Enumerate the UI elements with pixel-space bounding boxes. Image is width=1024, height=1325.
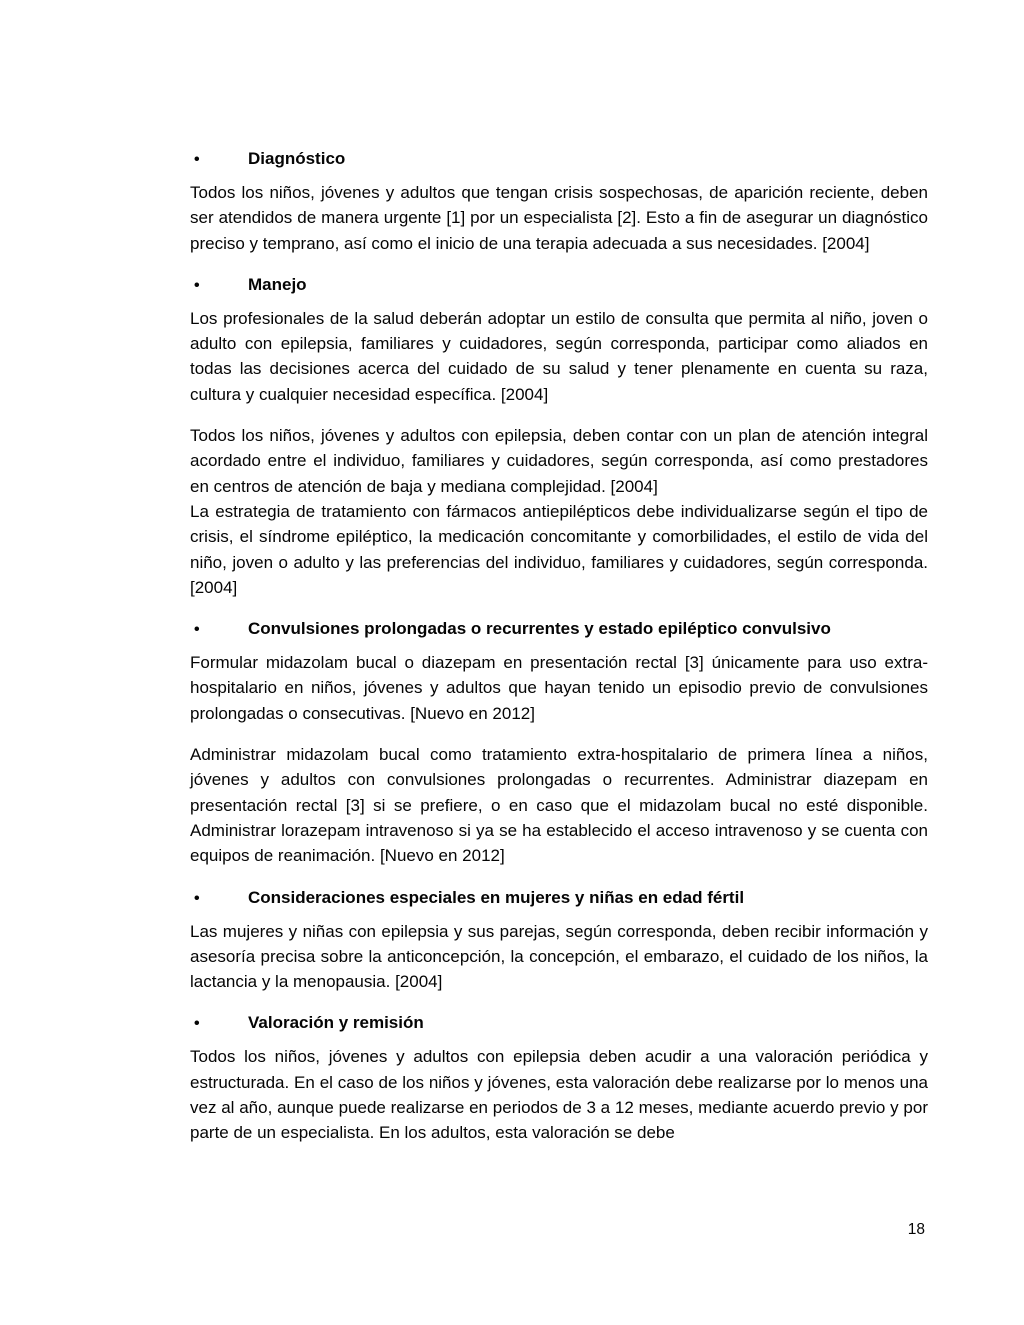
bullet-icon: • [194,889,200,907]
section-valoracion [190,1010,928,1145]
section-heading: Diagnóstico [248,149,346,168]
bullet-heading [190,885,928,911]
bullet-icon: • [194,151,200,168]
paragraph: Todos los niños, jóvenes y adultos con epilepsia deben acudir a una valoración periódica y estructurada. En el caso de los niños y jóvenes, esta valoración debe realizarse por lo menos una vez al año, aunque puede realizarse en periodos de 3 a 12 meses, mediante acuerdo previo y por parte de un especialista. En los adultos, esta valoración se debe [190,1047,928,1143]
section-manejo [190,272,928,600]
section-heading: Valoración y remisión [248,1013,424,1033]
paragraph: Todos los niños, jóvenes y adultos con epilepsia, deben contar con un plan de atención integral acordado entre el individuo, familiares y cuidadores, según corresponda, así como prestadores en centros de atención de baja y mediana complejidad. [2004] [190,426,928,496]
section-heading: Manejo [248,274,307,294]
paragraph: Administrar midazolam bucal como tratamiento extra-hospitalario de primera línea a niños, jóvenes y adultos con convulsiones prolongadas o recurrentes. Administrar diazepam en presentación rectal [3] si se prefiere, o en caso que el midazolam bucal no esté disponible. Administrar lorazepam intravenoso si ya se ha establecido el acceso intravenoso y se cuenta con equipos de reanimación. [Nuevo en 2012] [190,745,928,866]
paragraph: Formular midazolam bucal o diazepam en presentación rectal [3] únicamente para uso extra-hospitalario en niños, jóvenes y adultos que hayan tenido un episodio previo de convulsiones prolongadas o consecutivas. [Nuevo en 2012] [190,653,928,723]
bullet-heading [190,272,928,298]
paragraph: Los profesionales de la salud deberán adoptar un estilo de consulta que permita al niño, joven o adulto con epilepsia, familiares y cuidadores, según corresponda, participar como aliados en todas las decisiones acerca del cuidado de su salud y tener plenamente en cuenta su raza, cultura y cualquier necesidad específica. [2004] [190,308,928,404]
page-number: 18 [907,1221,925,1238]
bullet-icon: • [194,276,200,294]
paragraph: Todos los niños, jóvenes y adultos que tengan crisis sospechosas, de aparición reciente, deben ser atendidos de manera urgente [1] por un especialista [2]. Esto a fin de asegurar un diagnóstico preciso y temprano, así como el inicio de una terapia adecuada a sus necesidades. [2004] [190,183,928,253]
bullet-heading [190,146,928,172]
bullet-icon: • [194,1015,200,1033]
section-convulsiones [190,616,928,868]
paragraph: La estrategia de tratamiento con fármacos antiepilépticos debe individualizarse según el tipo de crisis, el síndrome epiléptico, la medicación concomitante y comorbilidades, el estilo de vida del niño, joven o adulto y las preferencias del individuo, familiares y cuidadores, según corresponda.[2004] [190,501,928,597]
section-heading: Convulsiones prolongadas o recurrentes y estado epiléptico convulsivo [248,619,831,639]
section-diagnostico [190,146,928,256]
bullet-heading [190,616,928,642]
section-heading: Consideraciones especiales en mujeres y niñas en edad fértil [248,887,745,907]
bullet-heading [190,1010,928,1036]
bullet-icon: • [194,621,200,639]
paragraph: Las mujeres y niñas con epilepsia y sus parejas, según corresponda, deben recibir información y asesoría precisa sobre la anticoncepción, la concepción, el embarazo, el cuidado de los niños, la lactancia y la menopausia. [2004] [190,921,928,992]
section-consideraciones [190,885,928,995]
